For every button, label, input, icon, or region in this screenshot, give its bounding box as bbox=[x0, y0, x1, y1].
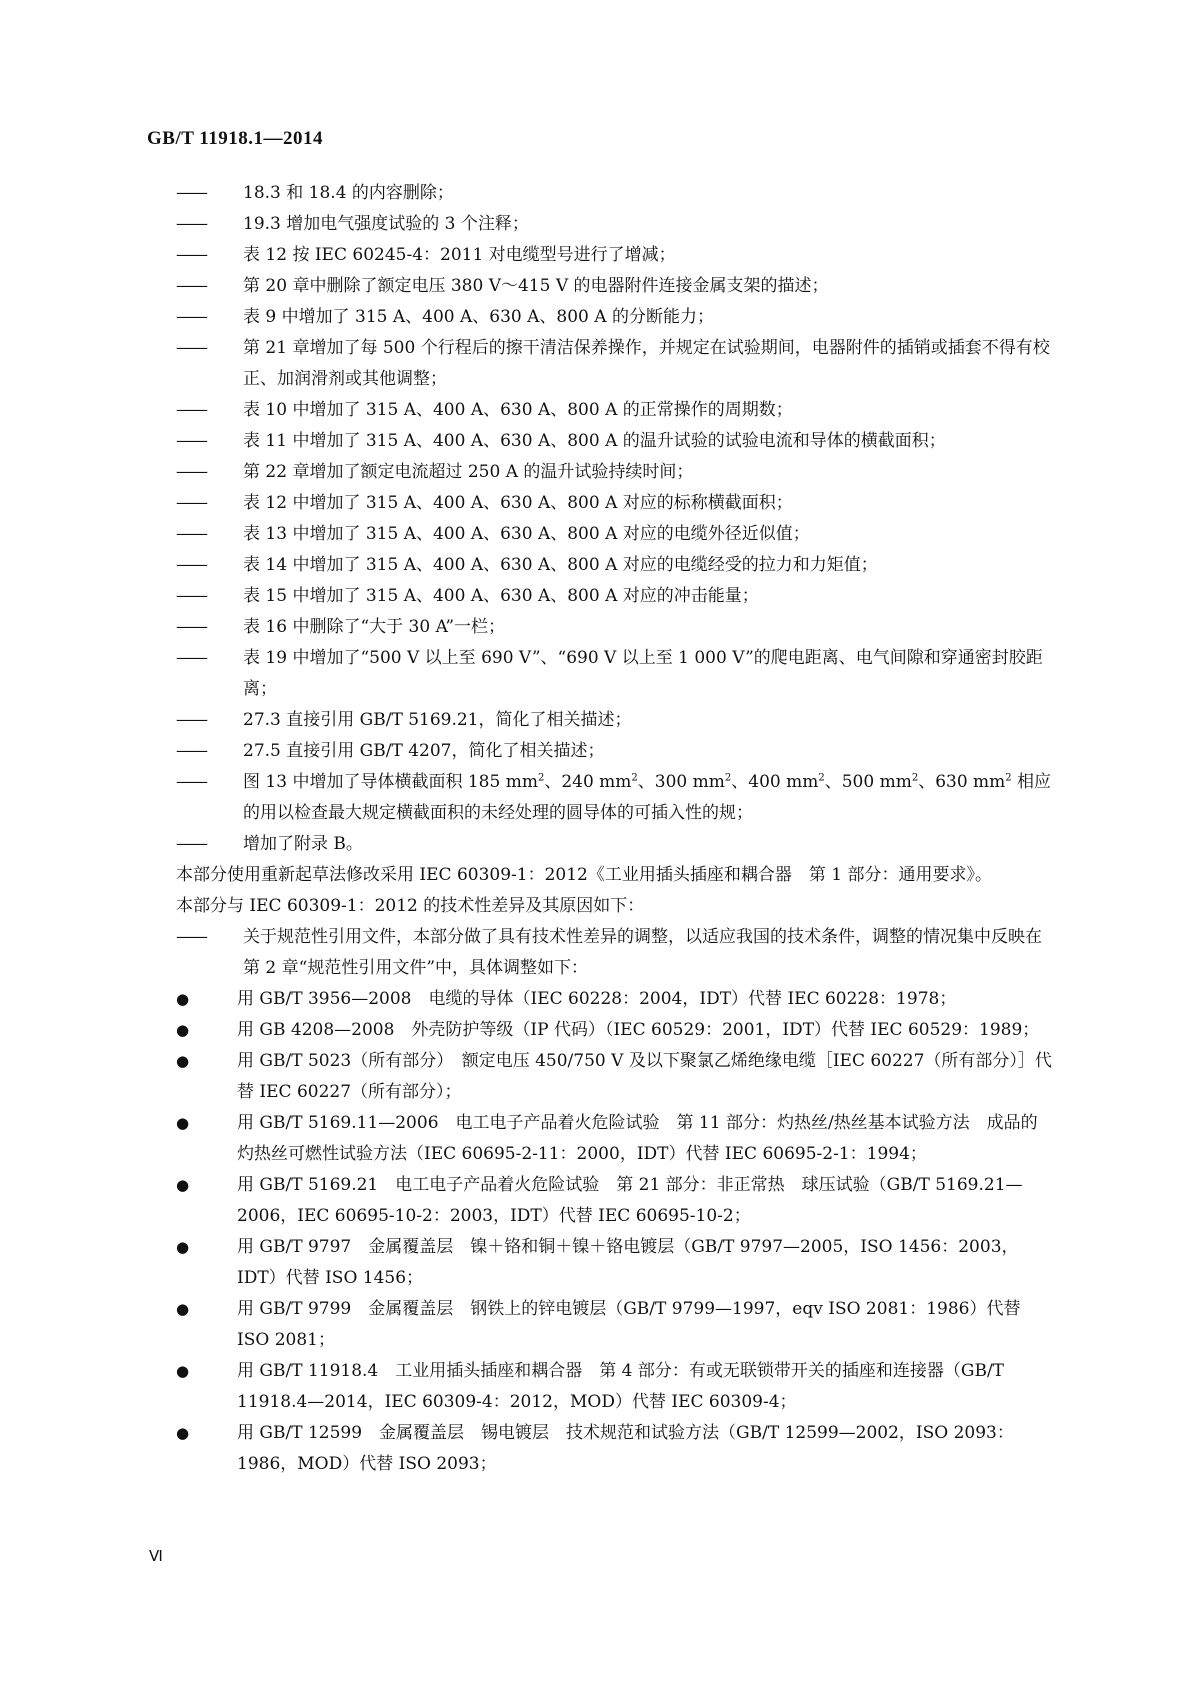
bullet-item-text: 用 GB/T 9799 金属覆盖层 钢铁上的锌电镀层（GB/T 9799—1997，eqv ISO 2081：1986）代替 ISO 2081； bbox=[237, 1299, 1021, 1350]
paragraph-adoption: 本部分使用重新起草法修改采用 IEC 60309-1：2012《工业用插头插座和耦合器 第 1 部分：通用要求》。 bbox=[176, 865, 992, 885]
list-item bbox=[176, 736, 1053, 767]
list-item-text: 第 20 章中删除了额定电压 380 V～415 V 的电器附件连接金属支架的描述； bbox=[243, 276, 829, 296]
dash-marker: —— bbox=[176, 493, 206, 513]
bullet-icon: ● bbox=[176, 1114, 190, 1132]
dash-marker: —— bbox=[176, 183, 206, 203]
bullet-item-text: 用 GB 4208—2008 外壳防护等级（IP 代码）（IEC 60529：2001，IDT）代替 IEC 60529：1989； bbox=[237, 1020, 1040, 1040]
bullet-item bbox=[176, 1015, 1053, 1046]
bullet-icon: ● bbox=[176, 1362, 190, 1380]
dash-marker: —— bbox=[176, 586, 206, 606]
dash-marker: —— bbox=[176, 555, 206, 575]
bullet-icon: ● bbox=[176, 1300, 190, 1318]
dash-marker: —— bbox=[176, 927, 206, 947]
list-item-text: 第 21 章增加了每 500 个行程后的擦干清洁保养操作，并规定在试验期间，电器附件的插销或插套不得有校正、加润滑剂或其他调整； bbox=[243, 338, 1050, 389]
list-item-figure13: —— 图 13 中增加了导体横截面积 185 $mm^2$、240 $mm^2$、300 $mm^2$、400 $mm^2$、500 $mm^2$、630 $mm^2$ 相应的用以检查最大规定横截面积的未经处理的圆导体的可插入性的规； bbox=[176, 767, 1053, 829]
bullet-icon: ● bbox=[176, 990, 190, 1008]
bullet-icon: ● bbox=[176, 1238, 190, 1256]
list-item bbox=[176, 643, 1053, 705]
bullet-icon: ● bbox=[176, 1052, 190, 1070]
changes-list bbox=[148, 178, 1053, 767]
bullet-item-text: 用 GB/T 5023（所有部分） 额定电压 450/750 V 及以下聚氯乙烯绝缘电缆［IEC 60227（所有部分）］代替 IEC 60227（所有部分）； bbox=[237, 1051, 1052, 1102]
bullet-item bbox=[176, 1108, 1053, 1170]
list-item-text: 19.3 增加电气强度试验的 3 个注释； bbox=[243, 214, 529, 234]
list-item-text: 表 12 中增加了 315 A、400 A、630 A、800 A 对应的标称横截面积； bbox=[243, 493, 793, 513]
list-item-text: 表 11 中增加了 315 A、400 A、630 A、800 A 的温升试验的试验电流和导体的横截面积； bbox=[243, 431, 946, 451]
dash-marker: —— bbox=[176, 834, 206, 854]
list-item-text: 表 12 按 IEC 60245-4：2011 对电缆型号进行了增减； bbox=[243, 245, 676, 265]
dash-marker: —— bbox=[176, 617, 206, 637]
dash-marker: —— bbox=[176, 338, 206, 358]
bullet-icon: ● bbox=[176, 1424, 190, 1442]
page-number: Ⅵ bbox=[149, 1549, 163, 1565]
list-item bbox=[176, 612, 1053, 643]
list-item-text: 表 9 中增加了 315 A、400 A、630 A、800 A 的分断能力； bbox=[243, 307, 714, 327]
body-content bbox=[148, 178, 1053, 1480]
bullet-item bbox=[176, 1294, 1053, 1356]
bullet-item bbox=[176, 1418, 1053, 1480]
dash-marker: —— bbox=[176, 710, 206, 730]
standard-code-header: GB/T 11918.1—2014 bbox=[147, 128, 324, 149]
list-item-text: 27.5 直接引用 GB/T 4207，简化了相关描述； bbox=[243, 741, 605, 761]
bullet-icon: ● bbox=[176, 1176, 190, 1194]
bullet-item bbox=[176, 1046, 1053, 1108]
dash-marker: —— bbox=[176, 276, 206, 296]
list-item-text: 27.3 直接引用 GB/T 5169.21，简化了相关描述； bbox=[243, 710, 632, 730]
bullet-item bbox=[176, 984, 1053, 1015]
list-item-text: 第 22 章增加了额定电流超过 250 A 的温升试验持续时间； bbox=[243, 462, 694, 482]
dash-marker: —— bbox=[176, 524, 206, 544]
list-item bbox=[176, 333, 1053, 395]
bullet-item bbox=[176, 1232, 1053, 1294]
paragraph-differences: 本部分与 IEC 60309-1：2012 的技术性差异及其原因如下： bbox=[176, 896, 645, 916]
dash-marker: —— bbox=[176, 431, 206, 451]
list-item-text: 表 16 中删除了“大于 30 A”一栏； bbox=[243, 617, 506, 637]
bullets-list bbox=[148, 984, 1053, 1480]
list-item bbox=[176, 426, 1053, 457]
list-item bbox=[176, 519, 1053, 550]
dash-marker: —— bbox=[176, 245, 206, 265]
list-item-annex: —— 增加了附录 B。 bbox=[176, 829, 1053, 860]
list-item-text: 表 19 中增加了“500 V 以上至 690 V”、“690 V 以上至 1 000 V”的爬电距离、电气间隙和穿通密封胶距离； bbox=[243, 648, 1043, 699]
list-item bbox=[176, 550, 1053, 581]
list-item bbox=[176, 395, 1053, 426]
bullet-item-text: 用 GB/T 9797 金属覆盖层 镍＋铬和铜＋镍＋铬电镀层（GB/T 9797—2005，ISO 1456：2003，IDT）代替 ISO 1456； bbox=[237, 1237, 1019, 1288]
dash-marker: —— bbox=[176, 462, 206, 482]
bullet-item-text: 用 GB/T 5169.11—2006 电工电子产品着火危险试验 第 11 部分：灼热丝/热丝基本试验方法 成品的灼热丝可燃性试验方法（IEC 60695-2-11：2000，IDT）代替 IEC 60695-2-1：1994； bbox=[237, 1113, 1038, 1164]
list-item bbox=[176, 240, 1053, 271]
list-item bbox=[176, 178, 1053, 209]
dash-marker: —— bbox=[176, 400, 206, 420]
list-item-text: 表 15 中增加了 315 A、400 A、630 A、800 A 对应的冲击能量； bbox=[243, 586, 759, 606]
dash-marker: —— bbox=[176, 214, 206, 234]
list-item bbox=[176, 581, 1053, 612]
list-item bbox=[176, 209, 1053, 240]
list-item-text: 18.3 和 18.4 的内容删除； bbox=[243, 183, 454, 203]
dash-marker: —— bbox=[176, 772, 206, 792]
list-item-text: 表 13 中增加了 315 A、400 A、630 A、800 A 对应的电缆外径近似值； bbox=[243, 524, 810, 544]
bullet-item-text: 用 GB/T 12599 金属覆盖层 锡电镀层 技术规范和试验方法（GB/T 12599—2002，ISO 2093：1986，MOD）代替 ISO 2093； bbox=[237, 1423, 1014, 1474]
list-item-text: 表 14 中增加了 315 A、400 A、630 A、800 A 对应的电缆经受的拉力和力矩值； bbox=[243, 555, 878, 575]
list-item bbox=[176, 705, 1053, 736]
dash-marker: —— bbox=[176, 648, 206, 668]
bullet-item-text: 用 GB/T 5169.21 电工电子产品着火危险试验 第 21 部分：非正常热 球压试验（GB/T 5169.21—2006，IEC 60695-10-2：2003，IDT）代替 IEC 60695-10-2； bbox=[237, 1175, 1023, 1226]
dash-marker: —— bbox=[176, 307, 206, 327]
bullet-item-text: 用 GB/T 11918.4 工业用插头插座和耦合器 第 4 部分：有或无联锁带开关的插座和连接器（GB/T 11918.4—2014，IEC 60309-4：2012，MOD）代替 IEC 60309-4； bbox=[237, 1361, 1005, 1412]
list-item-normative-refs: —— 关于规范性引用文件，本部分做了具有技术性差异的调整，以适应我国的技术条件，调整的情况集中反映在第 2 章“规范性引用文件”中，具体调整如下： bbox=[176, 922, 1053, 984]
bullet-icon: ● bbox=[176, 1021, 190, 1039]
bullet-item bbox=[176, 1356, 1053, 1418]
list-item bbox=[176, 457, 1053, 488]
list-item bbox=[176, 302, 1053, 333]
bullet-item-text: 用 GB/T 3956—2008 电缆的导体（IEC 60228：2004，IDT）代替 IEC 60228：1978； bbox=[237, 989, 957, 1009]
list-item-text: 表 10 中增加了 315 A、400 A、630 A、800 A 的正常操作的周期数； bbox=[243, 400, 793, 420]
list-item bbox=[176, 271, 1053, 302]
dash-marker: —— bbox=[176, 741, 206, 761]
bullet-item bbox=[176, 1170, 1053, 1232]
list-item bbox=[176, 488, 1053, 519]
